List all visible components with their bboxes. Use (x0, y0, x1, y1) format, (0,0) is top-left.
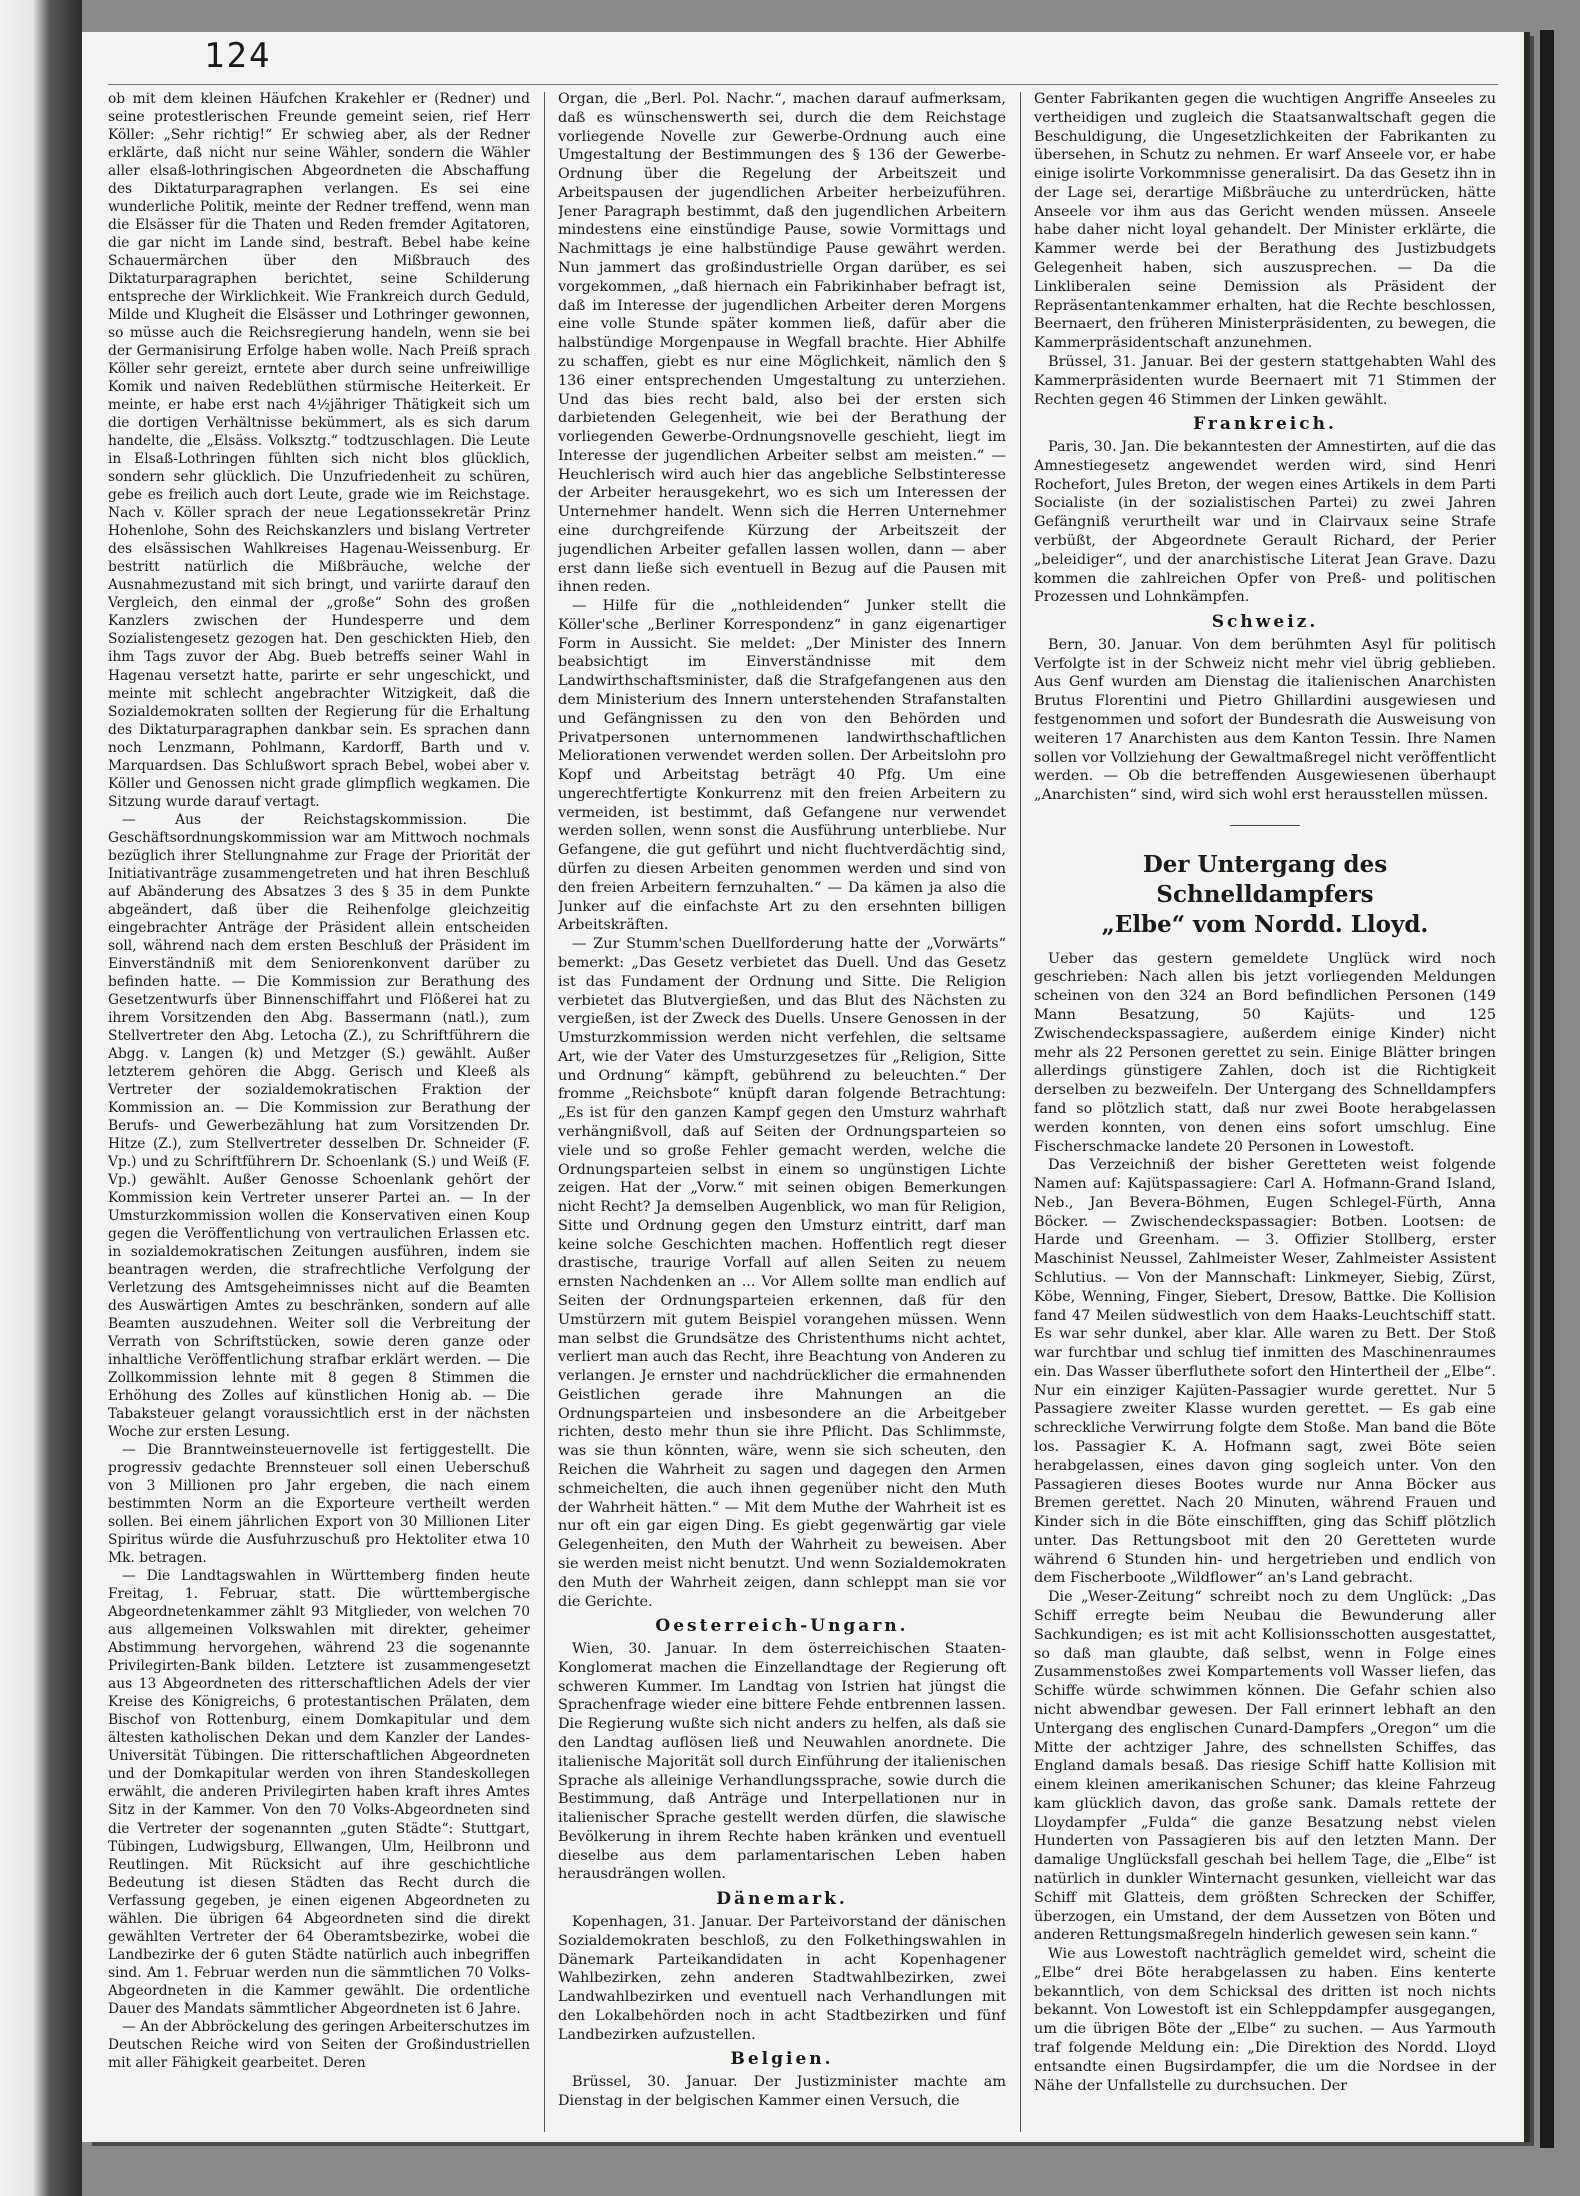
article-paragraph: Wien, 30. Januar. In dem österreichischen Staaten-Konglomerat machen die Einzellandtage der Regierung oft schweren Kummer. Im Landtag von Istrien hat jüngst die Sprachenfrage wieder eine bittere Fehde entbrennen lassen. Die Regierung wußte sich nicht anders zu helfen, als daß sie den Landtag auflösen ließ und Neuwahlen anordnete. Die italienische Majorität soll durch Einführung der italienischen Sprache als alleinige Verhandlungssprache, sowie durch die Bestimmung, daß Anträge und Interpellationen nur in italienischer Sprache gestellt werden dürfen, die slawische Bevölkerung in ihrem Rechte haben kränken und eventuell dieselbe aus dem parlamentarischen Leben haben herausdrängen wollen. (558, 1641, 1006, 1883)
article-paragraph: Kopenhagen, 31. Januar. Der Parteivorstand der dänischen Sozialdemokraten beschloß, zu den Folkethingswahlen in Dänemark Parteikandidaten in acht Kopenhagener Wahlbezirken, zehn anderen Stadtwahlbezirken, zwei Landwahlbezirken und eventuell nach Verhandlungen mit den Lokalbehörden noch in acht Stadtbezirken und fünf Landbezirken aufzustellen. (558, 1914, 1006, 2043)
newspaper-page (82, 32, 1524, 2142)
article-paragraph: Paris, 30. Jan. Die bekanntesten der Amnestirten, auf die das Amnestiegesetz angewendet werden wird, sind Henri Rochefort, Jules Breton, der wegen eines Artikels in dem Parti Socialiste (in der sozialistischen Partei) zu zwei Jahren Gefängniß verurtheilt war und in Clairvaux seine Strafe verbüßt, der Abgeordnete Gerault Richard, der Perier „beleidiger“, und der anarchistische Literat Jean Grave. Dazu kommen die zahlreichen Opfer von Preß- und politischen Prozessen und Lohnkämpfen. (1034, 439, 1496, 606)
section-heading-austria: Oesterreich-Ungarn. (655, 1616, 909, 1637)
column-divider (544, 92, 545, 2132)
book-gutter (0, 0, 82, 2196)
article-paragraph: ob mit dem kleinen Häufchen Krakehler er (Redner) und seine protestlerischen Freunde gemeint seien, rief Herr Köller: „Sehr richtig!“ Er schwieg aber, als der Redner erklärte, daß nicht nur seine Wähler, sondern die Wähler aller elsaß-lothringischen Abgeordneten die Abschaffung des Diktaturparagraphen verlangen. Es sei eine wunderliche Politik, meinte der Redner treffend, wenn man die Elsässer für die Thaten und Reden fremder Agitatoren, die gar nicht im Lande sind, bestraft. Bebel habe keine Schauermärchen über den Mißbrauch des Diktaturparagraphen berichtet, seine Schilderung entspreche der Wirklichkeit. Wie Frankreich durch Geduld, Milde und Klugheit die Elsässer und Lothringer gewonnen, so müsse auch die Reichsregierung handeln, wenn sie bei der Germanisirung Erfolge haben wolle. Nach Preiß sprach Köller sehr gereizt, erntete aber durch seine unfreiwillige Komik und naiven Redeblüthen stürmische Heiterkeit. Er meinte, er habe erst nach 4½jähriger Thätigkeit sich um die dortigen Verhältnisse bekümmert, als es sich darum handelte, die „Elsäss. Volksztg.“ todtzuschlagen. Die Leute in Elsaß-Lothringen fühlten sich nicht blos glücklich, sondern sehr glücklich. Die Unzufriedenheit zu schüren, gebe es freilich auch dort Leute, grade wie im Reichstage. Nach v. Köller sprach der neue Legationssekretär Prinz Hohenlohe, Sohn des Reichskanzlers und bislang Vertreter des elsässischen Wahlkreises Hagenau-Weissenburg. Er bestritt natürlich die Mißbräuche, welche der Ausnahmezustand mit sich bringt, und variirte darauf den Vergleich, den einmal der „große“ Sohn des großen Kanzlers zwischen der Hundesperre und dem Sozialistengesetz gezogen hat. Den geschickten Hieb, den ihm Tags zuvor der Abg. Bueb betreffs seiner Wahl in Hagenau versetzt hatte, parirte er sehr ungeschickt, und meinte mit schlecht angebrachter Witzigkeit, daß die Sozialdemokraten sollten der Regierung für die Erhaltung des Diktaturparagraphen dankbar sein. Es sprachen dann noch Lenzmann, Pohlmann, Kardorff, Barth und v. Marquardsen. Das Schlußwort sprach Bebel, wobei aber v. Köller und Genossen nicht grade glimpflich wegkamen. Die Sitzung wurde darauf vertagt. (108, 91, 530, 810)
article-paragraph: — Die Branntweinsteuernovelle ist fertiggestellt. Die progressiv gedachte Brennsteuer soll einen Ueberschuß von 3 Millionen pro Jahr ergeben, die nach einem bestimmten Norm an die Exporteure vertheilt werden sollen. Bei einem jährlichen Export von 30 Millionen Liter Spiritus würde die Ausfuhrzuschuß pro Hektoliter etwa 10 Mk. betragen. (108, 1442, 530, 1567)
section-heading-switzerland: Schweiz. (1211, 612, 1319, 633)
article-paragraph: Das Verzeichniß der bisher Geretteten weist folgende Namen auf: Kajütspassagiere: Carl A. Hofmann-Grand Island, Neb., Jan Bevera-Böhmen, Eugen Schlegel-Fürth, Anna Böcker. — Zwischendeckspassagier: Botben. Lootsen: de Harde und Greenham. — 3. Offizier Stollberg, erster Maschinist Neussel, Zahlmeister Weser, Zahlmeister Assistent Schlutius. — Von der Mannschaft: Linkmeyer, Siebig, Zürst, Köbe, Wenning, Finger, Siebert, Dresow, Battke. Die Kollision fand 47 Meilen südwestlich von dem Haaks-Leuchtschiff statt. Es war sehr dunkel, aber klar. Alle waren zu Bett. Der Stoß war furchtbar und schlug tief inmitten des Maschinenraumes ein. Das Wasser überfluthete sofort den Hintertheil der „Elbe“. Nur ein einziger Kajüten-Passagier wurde gerettet. Nur 5 Passagiere zweiter Klasse wurden gerettet. — Es gab eine schreckliche Verwirrung folgte dem Stoße. Man band die Böte los. Passagier K. A. Hofmann sagt, zwei Böte seien herabgelassen, eines davon ging sogleich unter. Von den Passagieren dieses Bootes wurde nur Anna Böcker aus Bremen gerettet. Nach 20 Minuten, während Frauen und Kinder sich in die Böte einschifften, ging das Schiff plötzlich unter. Das Rettungsboot mit den 20 Geretteten wurde während 6 Stunden hin- und hergetrieben und endlich von dem Fischerboote „Wildflower“ an's Land gebracht. (1034, 1157, 1496, 1587)
article-paragraph: — Hilfe für die „nothleidenden“ Junker stellt die Köller'sche „Berliner Korrespondenz“ in ganz eigenartiger Form in Aussicht. Sie meldet: „Der Minister des Innern beabsichtigt im Einverständnisse mit dem Landwirthschaftsminister, daß die Strafgefangenen aus den dem Ministerium des Innern unterstehenden Strafanstalten und Gefängnissen zu den von den Behörden und Privatpersonen unternommenen landwirthschaftlichen Meliorationen verwendet werden sollen. Der Arbeitslohn pro Kopf und Arbeitstag beträgt 40 Pfg. Um eine ungerechtfertigte Konkurrenz mit den freien Arbeitern zu vermeiden, ist bestimmt, daß Gefangene nur verwendet werden sollen, wenn sonst die Ausführung unterbliebe. Nur Gefangene, die gut geführt und nicht fluchtverdächtig sind, dürfen zu diesen Arbeiten genommen werden und sind von den freien Arbeitern fernzuhalten.“ — Da kämen ja also die Junker auf die einfachste Art zu den ersehnten billigen Arbeitskräften. (558, 598, 1006, 934)
article-paragraph: Ueber das gestern gemeldete Unglück wird noch geschrieben: Nach allen bis jetzt vorliegenden Meldungen scheinen von den 324 an Bord befindlichen Personen (149 Mann Besatzung, 50 Kajüts- und 125 Zwischendeckspassagiere, außerdem einige Kinder) nicht mehr als 22 Personen gerettet zu sein. Einige Blätter bringen allerdings günstigere Zahlen, doch ist die Richtigkeit derselben zu bezweifeln. Der Untergang des Schnelldampfers fand so plötzlich statt, daß nur zwei Boote herabgelassen werden konnten, von denen eins sofort umschlug. Eine Fischerschmacke landete 20 Personen in Lowestoft. (1034, 950, 1496, 1155)
headline-line: „Elbe“ vom Nordd. Lloyd. (1101, 910, 1429, 938)
section-heading-france: Frankreich. (1193, 414, 1337, 435)
section-heading-belgium: Belgien. (730, 2049, 834, 2070)
page-edge-shadow (1540, 30, 1554, 2148)
article-paragraph: Brüssel, 30. Januar. Der Justizminister machte am Dienstag in der belgischen Kammer einen Versuch, die (558, 2074, 1006, 2110)
column-2 (558, 90, 1006, 2111)
article-paragraph: — Die Landtagswahlen in Württemberg finden heute Freitag, 1. Februar, statt. Die württembergische Abgeordnetenkammer zählt 93 Mitglieder, von welchen 70 aus allgemeinen Volkswahlen mit direkter, geheimer Abstimmung hervorgehen, während 23 die sogenannte Privilegirten-Bank bilden. Letztere ist zusammengesetzt aus 13 Abgeordneten des ritterschaftlichen Adels der vier Kreise des Königreichs, 6 protestantischen Prälaten, dem Bischof von Rottenburg, einem Domkapitular und dem ältesten katholischen Dekan und dem Kanzler der Landes-Universität Tübingen. Die ritterschaftlichen Abgeordneten und der Domkapitular werden von ihren Standeskollegen erwählt, die anderen Privilegirten haben kraft ihres Amtes Sitz in der Kammer. Von den 70 Volks-Abgeordneten sind die Vertreter der sogenannten „guten Städte“: Stuttgart, Tübingen, Ludwigsburg, Ellwangen, Ulm, Heilbronn und Reutlingen. Mit Rücksicht auf ihre geschichtliche Bedeutung ist diesen Städten das Recht durch die Verfassung gegeben, je einen eigenen Abgeordneten zu wählen. Die übrigen 64 Abgeordneten sind die direkt gewählten Vertreter der 64 Oberamtsbezirke, wobei die Landbezirke der 6 guten Städte natürlich auch inbegriffen sind. Am 1. Februar werden nun die sämmtlichen 70 Volks-Abgeordneten in die Kammer gewählt. Die ordentliche Dauer des Mandats sämmtlicher Abgeordneten ist 6 Jahre. (108, 1568, 530, 2017)
headline-line: Der Untergang des Schnelldampfers (1142, 850, 1388, 908)
section-separator (1034, 813, 1496, 832)
article-paragraph: — Aus der Reichstagskommission. Die Geschäftsordnungskommission war am Mittwoch nochmals bezüglich ihrer Stellungnahme zur Frage der Priorität der Initiativanträge zusammengetreten und hat ihren Beschluß auf Abänderung des Absatzes 3 des § 35 in dem Punkte abgeändert, daß über die Reihenfolge gleichzeitig eingebrachter Anträge der Präsident allein entscheiden soll, während nach dem ersten Beschluß der Präsident im Einverständniß mit dem Seniorenkonvent darüber zu befinden hatte. — Die Kommission zur Berathung des Gesetzentwurfs über Binnenschiffahrt und Flößerei hat zu ihrem Vorsitzenden den Abg. Bassermann (natl.), zum Stellvertreter den Abg. Letocha (Z.), zu Schriftführern die Abgg. v. Langen (k) und Metzger (S.) gewählt. Außer letzterem gehören die Abgg. Gerisch und Kleeß als Vertreter der sozialdemokratischen Fraktion der Kommission an. — Die Kommission zur Berathung der Berufs- und Gewerbezählung hat zum Vorsitzenden Dr. Hitze (Z.), zum Stellvertreter desselben Dr. Schneider (F. Vp.) und zu Schriftführern Dr. Schoenlank (S.) und Weiß (F. Vp.) gewählt. Außer Genosse Schoenlank gehört der Kommission kein Vertreter unserer Partei an. — In der Umsturzkommission wollen die Konservativen einen Koup gegen die Veröffentlichung von vertraulichen Erlassen etc. in sozialdemokratischen Zeitungen ausführen, indem sie beantragen werden, die strafrechtliche Verfolgung der Verletzung des Amtsgeheimnisses nicht auf die Beamten des Auswärtigen Amtes zu beschränken, sondern auf alle Beamten auszudehnen. Weiter soll die Verbreitung der Verrath von Schriftstücken, sowie deren ganze oder inhaltliche Veröffentlichung strafbar erklärt werden. — Die Zollkommission lehnte mit 8 gegen 8 Stimmen die Erhöhung des Zolles auf künstlichen Honig ab. — Die Tabaksteuer gelangt voraussichtlich erst in der nächsten Woche zur ersten Lesung. (108, 811, 530, 1441)
column-1 (108, 90, 530, 2072)
article-paragraph: Die „Weser-Zeitung“ schreibt noch zu dem Unglück: „Das Schiff erregte beim Neubau die Bewunderung aller Sachkundigen; es ist mit acht Kollisionsschotten ausgestattet, so daß man glaubte, daß selbst, wenn in Folge eines Zusammenstoßes zwei Kompartements voll Wasser liefen, das Schiffe würde schwimmen können. Die Gefahr schien also nicht abwendbar gewesen. Der Fall erinnert lebhaft an den Untergang des englischen Cunard-Dampfers „Oregon“ um die Mitte der achtziger Jahre, des schnellsten Schiffes, das England damals besaß. Das riesige Schiff hatte Kollision mit einem kleinen amerikanischen Schuner; das kleine Fahrzeug kam glücklich davon, das große sank. Damals rettete der Lloydampfer „Fulda“ die ganze Besatzung nebst vielen Hunderten von Passagieren bis auf den letzten Mann. Der damalige Unglücksfall geschah bei hellem Tage, die „Elbe“ ist natürlich in dunkler Winternacht gesunken, vielleicht war das Schiff mit Glatteis, dem größten Schrecken der Schiffer, überzogen, ein Umstand, der dem Aussetzen von Böten und anderen Rettungsmaßregeln hinderlich gewesen sein kann.“ (1034, 1589, 1496, 1944)
article-paragraph: Wie aus Lowestoft nachträglich gemeldet wird, scheint die „Elbe“ drei Böte herabgelassen zu haben. Eins kenterte bekanntlich, von dem Schicksal des dritten ist noch nichts bekannt. Von Lowestoft ist ein Schleppdampfer ausgegangen, um die übrigen Böte der „Elbe“ zu suchen. — Aus Yarmouth traf folgende Meldung ein: „Die Direktion des Nordd. Lloyd entsandte einen Bugsirdampfer, die um die Nordsee in der Nähe der Unfallstelle zu durchsuchen. Der (1034, 1946, 1496, 2094)
column-divider (1020, 92, 1021, 2132)
article-paragraph: — Zur Stumm'schen Duellforderung hatte der „Vorwärts“ bemerkt: „Das Gesetz verbietet das Duell. Und das Gesetz ist das Fundament der Ordnung und Sitte. Die Religion verbietet das Blutvergießen, und das Blut des Nächsten zu vergießen, ist der Zweck des Duells. Unsere Genossen in der Umsturzkommission werden nicht verfehlen, die seltsame Art, wie der Vater des Umsturzgesetzes für „Religion, Sitte und Ordnung“ kämpft, gebührend zu beleuchten.“ Der fromme „Reichsbote“ knüpft daran folgende Betrachtung: „Es ist für den ganzen Kampf gegen den Umsturz wahrhaft verhängnißvoll, daß auf Seiten der Ordnungsparteien so viele und so große Fehler gemacht werden, welche die Ordnungsparteien selbst in einem so ungünstigen Lichte zeigen. Hat der „Vorw.“ mit seinen obigen Bemerkungen nicht Recht? Ja demselben Augenblick, wo man für Religion, Sitte und Ordnung gegen den Umsturz eintritt, darf man keine solche Geschichten machen. Hoffentlich regt dieser drastische, traurige Vorfall auf allen Seiten zu neuem ernsten Nachdenken an ... Vor Allem sollte man endlich auf Seiten der Ordnungsparteien erkennen, daß für den Umstürzern mit gutem Beispiel vorangehen müssen. Wenn man selbst die Grundsätze des Christenthums nicht achtet, verliert man auch das Recht, ihre Beachtung von Anderen zu verlangen. Je ernster und nachdrücklicher die ermahnenden Geistlichen gerade ihre Mahnungen an die Ordnungsparteien und insbesondere an die Arbeitgeber richten, desto mehr thun sie ihre Pflicht. Das Schlimmste, was sie thun könnten, wäre, wenn sie sich scheuten, den Reichen die Wahrheit zu sagen und dagegen den Armen schmeichelten, die auch ihnen gegenüber nicht den Muth der Wahrheit hätten.“ — Mit dem Muthe der Wahrheit ist es nur oft ein gar eigen Ding. Es giebt gegenwärtig gar viele Gelegenheiten, den Muth der Wahrheit zu beweisen. Aber sie werden meist nicht benutzt. Und wenn Sozialdemokraten den Muth der Wahrheit zeigen, dann schleppt man sie vor die Gerichte. (558, 936, 1006, 1610)
article-paragraph: Brüssel, 31. Januar. Bei der gestern stattgehabten Wahl des Kammerpräsidenten wurde Beernaert mit 71 Stimmen der Rechten gegen 46 Stimmen der Linken gewählt. (1034, 353, 1496, 408)
article-paragraph: Bern, 30. Januar. Von dem berühmten Asyl für politisch Verfolgte ist in der Schweiz nicht mehr viel übrig geblieben. Aus Genf wurden am Dienstag die italienischen Anarchisten Brutus Florentini und Pietro Ghillardini ausgewiesen und festgenommen und sofort der Bundesrath die Ausweisung von weiteren 17 Anarchisten aus dem Kanton Tessin. Ihre Namen sollen vor Vollziehung der Gewaltmaßregel nicht veröffentlicht werden. — Ob die betreffenden Ausgewiesenen überhaupt „Anarchisten“ sind, wird sich wohl erst herausstellen müssen. (1034, 636, 1496, 804)
page-number: 124 (204, 36, 272, 76)
column-3 (1034, 90, 1496, 2095)
article-paragraph: Genter Fabrikanten gegen die wuchtigen Angriffe Anseeles zu vertheidigen und zugleich die Staatsanwaltschaft gegen die Beschuldigung, die Ungesetzlichkeiten der Fabrikanten zu übersehen, in Schutz zu nehmen. Er warf Anseele vor, er habe einige isolirte Vorkommnisse generalisirt. Da das Gesetz ihn in der Lage sei, derartige Mißbräuche zu unterdrücken, hätte Anseele vor ihm aus das Gericht wenden müssen. Anseele habe daher nicht loyal gehandelt. Der Minister erklärte, die Kammer werde bei der Berathung des Justizbudgets Gelegenheit haben, sich auszusprechen. — Da die Linkliberalen seine Demission als Präsident der Repräsentantenkammer erhalten, hat die Rechte beschlossen, Beernaert, den früheren Ministerpräsidenten, zu bewegen, die Kammerpräsidentschaft anzunehmen. (1034, 91, 1496, 352)
header-rule (108, 84, 1498, 85)
article-paragraph: Organ, die „Berl. Pol. Nachr.“, machen darauf aufmerksam, daß es wünschenswerth sei, durch die dem Reichstage vorliegende Novelle zur Gewerbe-Ordnung auch eine Umgestaltung der Bestimmungen des § 136 der Gewerbe-Ordnung über die Regelung der Arbeitszeit und Arbeitspausen der jugendlichen Arbeiter herbeizuführen. Jener Paragraph bestimmt, daß den jugendlichen Arbeitern mindestens eine einstündige Pause, sowie Vormittags und Nachmittags je eine halbstündige Pause gewährt werden. Nun jammert das großindustrielle Organ darüber, es sei vorgekommen, „daß hiernach ein Fabrikinhaber befragt ist, daß im Interesse der jugendlichen Arbeiter deren Morgens eine volle Stunde später kommen ließ, dafür aber die halbstündige Morgenpause in Wegfall brachte. Hier Abhilfe zu schaffen, giebt es nur eine Möglichkeit, nämlich den § 136 einer entsprechenden Umgestaltung zu unterziehen. Und das bies recht bald, also bei der ersten sich darbietenden Gelegenheit, wie bei der Berathung der vorliegenden Gewerbe-Ordnungsnovelle geschieht, liegt im Interesse der jugendlichen Arbeiter selbst am meisten.“ — Heuchlerisch wird auch hier das angebliche Selbstinteresse der Arbeiter herausgekehrt, wo es sich um Interessen der Unternehmer handelt. Wenn sich die Herren Unternehmer eine durchgreifende Kürzung der Arbeitszeit der jugendlichen Arbeiter gefallen lassen wollen, dann — aber erst dann ließe sich eventuell in Bezug auf die Pausen mit ihnen reden. (558, 91, 1006, 596)
article-paragraph: — An der Abbröckelung des geringen Arbeiterschutzes im Deutschen Reiche wird von Seiten der Großindustriellen mit aller Fähigkeit gearbeitet. Deren (108, 2018, 530, 2071)
section-heading-denmark: Dänemark. (716, 1889, 848, 1910)
article-headline (1034, 850, 1496, 940)
